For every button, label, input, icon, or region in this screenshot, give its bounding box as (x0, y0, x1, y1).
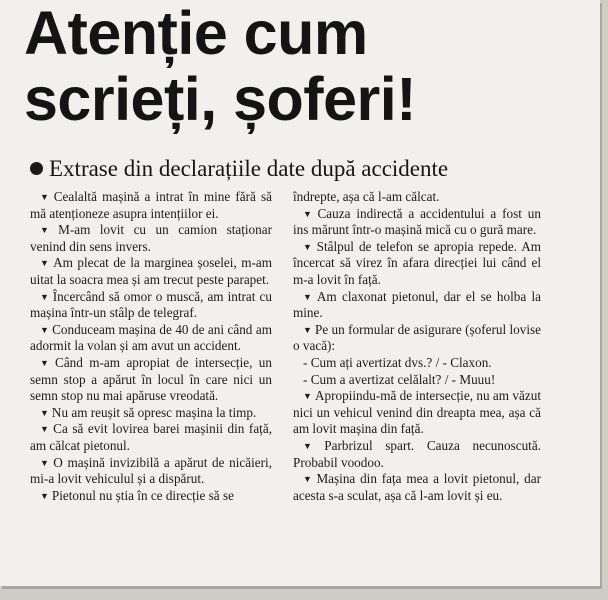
left-column-paragraph (30, 255, 272, 288)
triangle-bullet-icon: ▼ (40, 457, 51, 468)
bullet-dot-icon (30, 162, 43, 175)
left-column-paragraph-text: O mașină invizibilă a apărut de nicăieri, mi-a lovit vehiculul și a dispărut. (30, 454, 272, 487)
left-column-paragraph-text: Când m-am apropiat de intersecție, un semn stop a apărut în locul în care nici un semn stop nu mai apăruse vreodată. (30, 354, 272, 404)
right-column-paragraph-text: Mașina din fața mea a lovit pietonul, dar acesta s-a sculat, așa că l-am lovit și eu. (293, 471, 541, 503)
right-column-paragraph (293, 438, 541, 471)
left-column-paragraph-text: Cealaltă mașină a intrat în mine fără să mă atenționeze asupra intențiilor ei. (30, 189, 272, 221)
right-column-paragraph-text: - Cum ați avertizat dvs.? / - Claxon. (303, 354, 492, 370)
right-column (293, 189, 541, 504)
right-column-paragraph-text: Cauza indirectă a accidentului a fost un ins mărunt într-o mașină mică cu o gură mare. (293, 205, 541, 238)
triangle-bullet-icon: ▼ (40, 324, 50, 335)
left-column-paragraph (30, 421, 272, 454)
triangle-bullet-icon: ▼ (303, 440, 322, 451)
triangle-bullet-icon: ▼ (40, 225, 56, 236)
right-column-paragraph (293, 289, 541, 322)
triangle-bullet-icon: ▼ (40, 192, 51, 202)
right-column-paragraph (293, 239, 541, 289)
right-column-paragraph (293, 355, 541, 372)
triangle-bullet-icon: ▼ (303, 474, 314, 485)
left-column-paragraph (30, 322, 272, 355)
left-column-paragraph-text: Conduceam mașina de 40 de ani când am adormit la volan și am avut un accident. (30, 321, 272, 354)
triangle-bullet-icon: ▼ (40, 258, 51, 269)
headline-line-1: Atenție cum (24, 0, 368, 67)
right-column-paragraph-text: Stâlpul de telefon se apropia repede. Am încercat să virez în afara direcției lui când el m-a lovit în față. (293, 238, 541, 287)
triangle-bullet-icon: ▼ (40, 407, 49, 418)
subheading (30, 155, 590, 183)
right-column-paragraph (293, 388, 541, 438)
right-column-paragraph-text: îndrepte, așa că l-am călcat. (293, 189, 440, 204)
subheading-text: Extrase din declarațiile date după accidente (49, 156, 449, 181)
right-column-paragraph-text: Am claxonat pietonul, dar el se holba la mine. (293, 288, 541, 321)
right-column-paragraph-text: Parbrizul spart. Cauza necunoscută. Probabil voodoo. (293, 437, 541, 470)
left-column-paragraph (30, 289, 272, 322)
left-column-paragraph-text: Am plecat de la marginea șoselei, m-am uitat la soacra mea și am trecut peste parapet. (30, 255, 272, 287)
right-column-paragraph (293, 471, 541, 504)
headline-line-2: scrieți, șoferi! (24, 65, 417, 133)
triangle-bullet-icon: ▼ (40, 291, 50, 302)
left-column-paragraph (30, 405, 272, 422)
right-column-paragraph (293, 372, 541, 389)
triangle-bullet-icon: ▼ (303, 324, 312, 335)
left-column-paragraph (30, 355, 272, 405)
triangle-bullet-icon: ▼ (40, 490, 49, 501)
left-column (30, 189, 272, 504)
triangle-bullet-icon: ▼ (303, 241, 314, 252)
right-column-paragraph (293, 189, 541, 206)
left-column-paragraph-text: Pietonul nu știa în ce direcție să se (51, 487, 234, 503)
left-column-paragraph (30, 488, 272, 505)
triangle-bullet-icon: ▼ (303, 291, 314, 302)
triangle-bullet-icon: ▼ (303, 391, 312, 402)
right-column-paragraph-text: Pe un formular de asigurare (șoferul lovise o vacă): (293, 321, 541, 354)
left-column-paragraph (30, 189, 272, 222)
left-column-paragraph-text: M-am lovit cu un camion staționar venind din sens invers. (30, 222, 272, 254)
headline (24, 0, 594, 132)
right-column-paragraph (293, 206, 541, 239)
left-column-paragraph-text: Încercând să omor o muscă, am intrat cu mașina într-un stâlp de telegraf. (30, 288, 272, 321)
triangle-bullet-icon: ▼ (303, 208, 315, 219)
right-column-paragraph-text: Apropiindu-mă de intersecție, nu am văzut nici un vehicul venind din dreapta mea, așa că am lovit mașina din față. (293, 388, 541, 437)
left-column-paragraph (30, 455, 272, 488)
left-column-paragraph-text: Ca să evit lovirea barei mașinii din față, am călcat pietonul. (30, 421, 272, 453)
right-column-paragraph-text: - Cum a avertizat celălalt? / - Muuu! (303, 371, 496, 387)
left-column-paragraph-text: Nu am reușit să opresc mașina la timp. (51, 404, 257, 420)
triangle-bullet-icon: ▼ (40, 424, 51, 435)
left-column-paragraph (30, 222, 272, 255)
triangle-bullet-icon: ▼ (40, 357, 53, 368)
right-column-paragraph (293, 322, 541, 355)
